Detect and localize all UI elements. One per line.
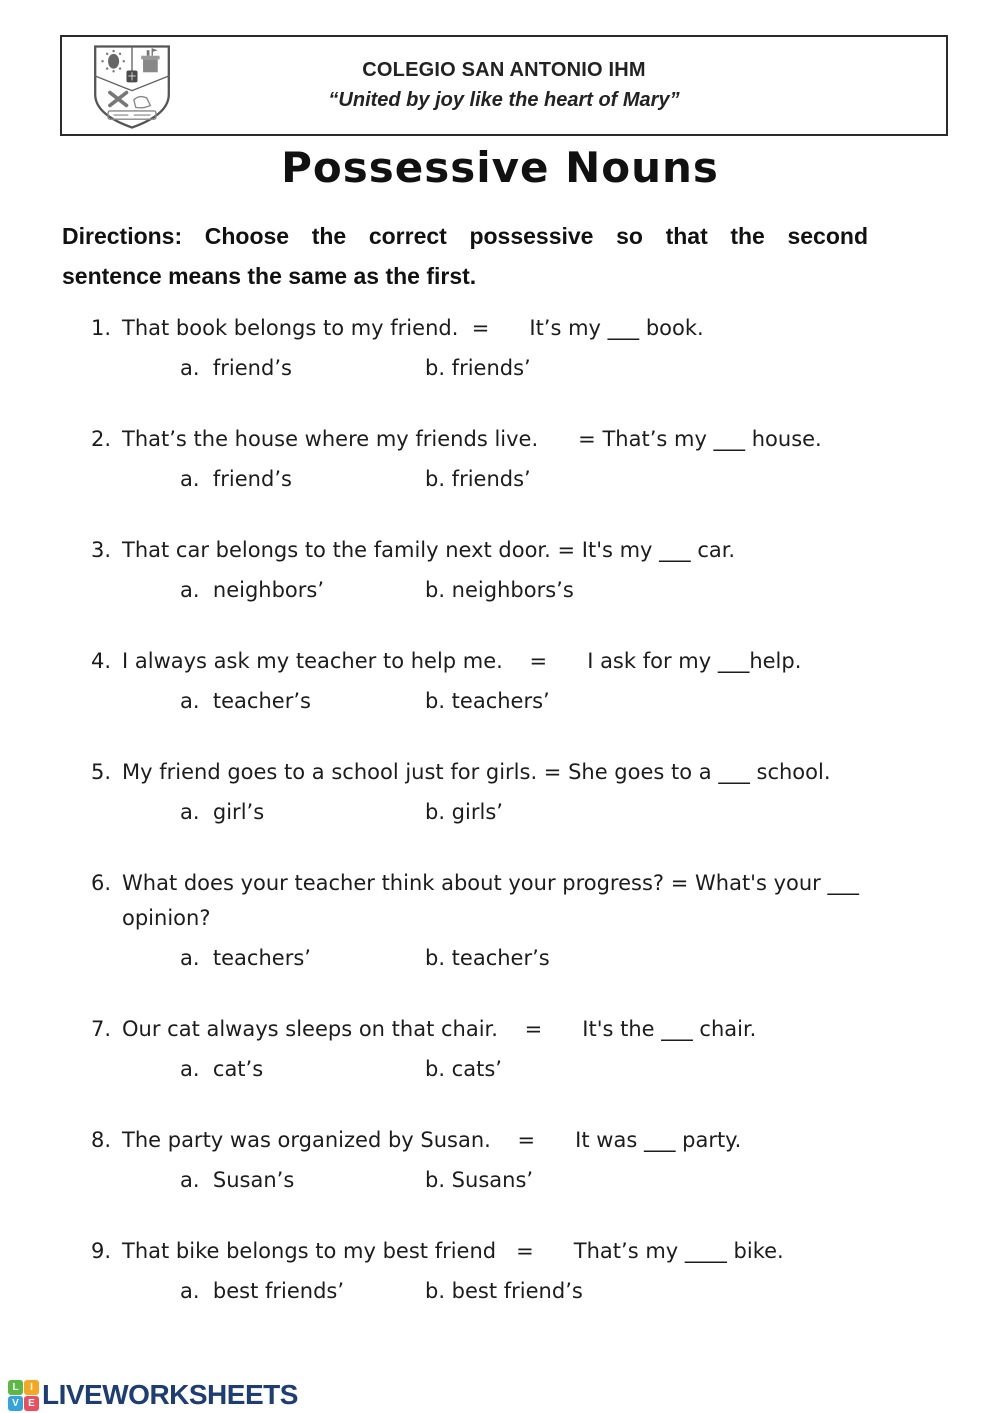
option-a[interactable]: a. teachers’ [180, 946, 311, 970]
option-a[interactable]: a. friend’s [180, 356, 292, 380]
logo-square-i: I [24, 1380, 39, 1395]
question-7 [0, 1013, 1000, 1086]
answer-options [0, 352, 1000, 385]
option-b[interactable]: b. neighbors’s [425, 578, 574, 602]
question-number: 5. [91, 760, 112, 784]
question-6 [0, 867, 1000, 975]
option-a[interactable]: a. friend’s [180, 467, 292, 491]
option-b[interactable]: b. friends’ [425, 467, 531, 491]
option-a[interactable]: a. girl’s [180, 800, 265, 824]
option-b[interactable]: b. cats’ [425, 1057, 502, 1081]
logo-square-e: E [24, 1396, 39, 1411]
question-number: 8. [91, 1128, 112, 1152]
directions [62, 216, 868, 296]
option-b[interactable]: b. girls’ [425, 800, 503, 824]
answer-options [0, 942, 1000, 975]
question-number: 2. [91, 427, 112, 451]
question-number: 3. [91, 538, 112, 562]
question-text: 9. That bike belongs to my best friend = That’s my ____ bike. [0, 1235, 1000, 1268]
question-2 [0, 423, 1000, 496]
answer-options [0, 1164, 1000, 1197]
question-number: 6. [91, 871, 112, 895]
question-8 [0, 1124, 1000, 1197]
question-text: 2. That’s the house where my friends live. = That’s my ___ house. [0, 423, 1000, 456]
answer-options [0, 796, 1000, 829]
option-b[interactable]: b. teachers’ [425, 689, 550, 713]
question-4 [0, 645, 1000, 718]
question-1 [0, 312, 1000, 385]
option-b[interactable]: b. friends’ [425, 356, 531, 380]
question-text-continued: opinion? [122, 906, 211, 930]
option-b[interactable]: b. teacher’s [425, 946, 550, 970]
question-9 [0, 1235, 1000, 1308]
directions-line1: Directions: Choose the correct possessive so that the second [62, 223, 868, 249]
logo-square-v: V [8, 1396, 23, 1411]
option-b[interactable]: b. Susans’ [425, 1168, 534, 1192]
question-text: 4. I always ask my teacher to help me. = I ask for my ___help. [0, 645, 1000, 678]
option-a[interactable]: a. neighbors’ [180, 578, 325, 602]
answer-options [0, 1275, 1000, 1308]
question-text: 1. That book belongs to my friend. = It’s my ___ book. [0, 312, 1000, 345]
option-b[interactable]: b. best friend’s [425, 1279, 583, 1303]
liveworksheets-logo-icon [8, 1380, 39, 1411]
option-a[interactable]: a. best friends’ [180, 1279, 345, 1303]
directions-line2: sentence means the same as the first. [62, 263, 477, 289]
school-name: COLEGIO SAN ANTONIO IHM [362, 59, 646, 81]
question-number: 1. [91, 316, 112, 340]
logo-square-l: L [8, 1380, 23, 1395]
question-list [0, 312, 1000, 1308]
option-a[interactable]: a. cat’s [180, 1057, 264, 1081]
question-text: 5. My friend goes to a school just for girls. = She goes to a ___ school. [0, 756, 1000, 789]
answer-options [0, 463, 1000, 496]
question-3 [0, 534, 1000, 607]
page-title: Possessive Nouns [281, 143, 719, 192]
question-5 [0, 756, 1000, 829]
question-number: 4. [91, 649, 112, 673]
liveworksheets-footer [8, 1379, 298, 1411]
liveworksheets-wordmark: LIVEWORKSHEETS [42, 1379, 298, 1410]
question-number: 9. [91, 1239, 112, 1263]
option-a[interactable]: a. teacher’s [180, 689, 311, 713]
question-text: 8. The party was organized by Susan. = It was ___ party. [0, 1124, 1000, 1157]
option-a[interactable]: a. Susan’s [180, 1168, 295, 1192]
question-text: 3. That car belongs to the family next door. = It's my ___ car. [0, 534, 1000, 567]
question-text: 6. What does your teacher think about your progress? = What's your ___ [0, 867, 1000, 900]
answer-options [0, 1053, 1000, 1086]
answer-options [0, 685, 1000, 718]
school-motto: “United by joy like the heart of Mary” [328, 89, 680, 111]
question-text: 7. Our cat always sleeps on that chair. = It's the ___ chair. [0, 1013, 1000, 1046]
question-number: 7. [91, 1017, 112, 1041]
answer-options [0, 574, 1000, 607]
